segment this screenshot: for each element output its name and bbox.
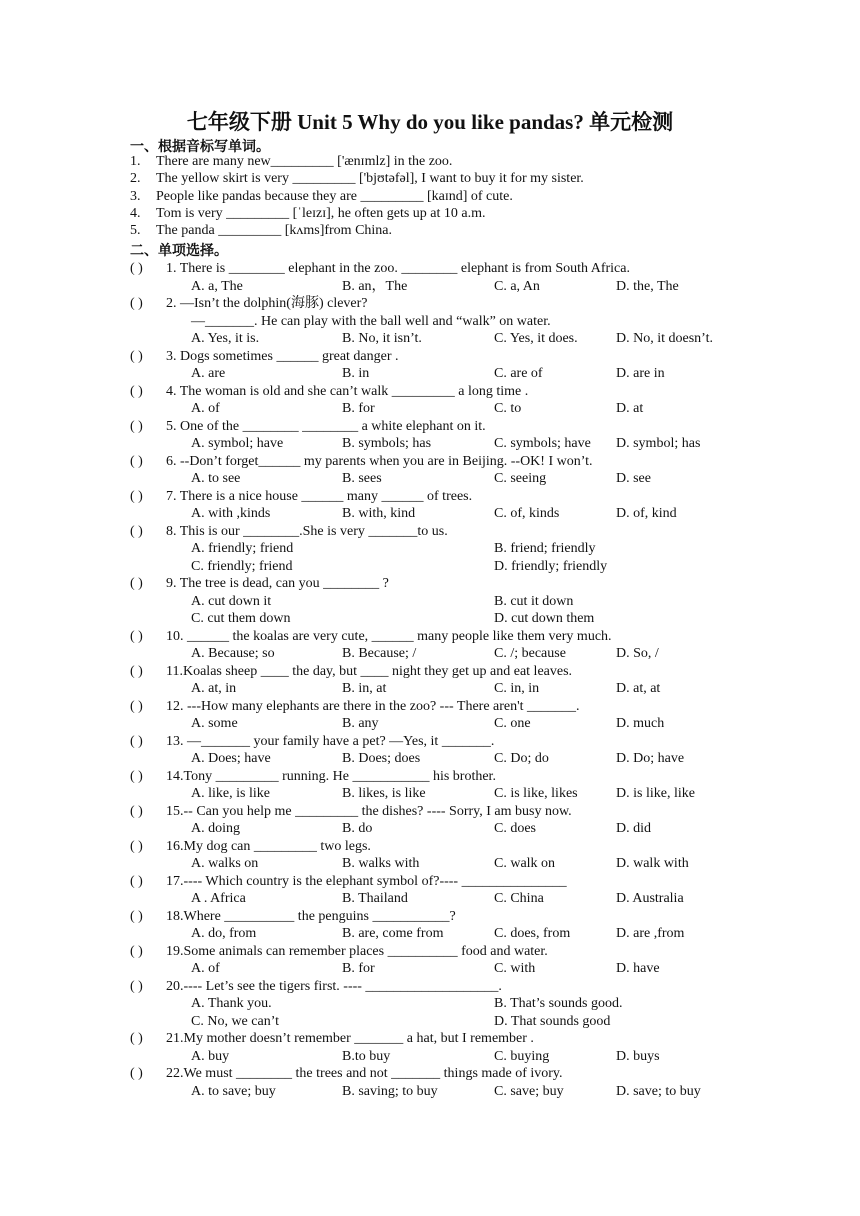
option-d: D. So, /: [616, 646, 659, 661]
option-c: C. does, from: [494, 926, 571, 941]
question-text: 1. There is ________ elephant in the zoo. ________ elephant is from South Africa.: [166, 261, 630, 276]
question-text: 3. Dogs sometimes ______ great danger .: [166, 348, 399, 364]
answer-blank: ( ): [130, 698, 143, 714]
option-b: B. any: [342, 716, 379, 731]
answer-blank: ( ): [130, 768, 143, 784]
question-text: 20.---- Let’s see the tigers first. ---- ___________________.: [166, 978, 502, 994]
option-c: C. China: [494, 891, 544, 906]
option-a: A. Does; have: [191, 751, 271, 766]
option-a: A. with ,kinds: [191, 506, 271, 521]
answer-blank: ( ): [130, 576, 143, 591]
option-b: B. an，The: [342, 278, 408, 294]
question-text: 17.---- Which country is the elephant symbol of?---- _______________: [166, 873, 567, 889]
option-b: B. sees: [342, 471, 382, 486]
option-a: A. of: [191, 401, 220, 416]
option-b: B. in: [342, 366, 370, 381]
option-a: A. of: [191, 961, 220, 976]
option-d: D. Australia: [616, 891, 684, 906]
option-c: C. to: [494, 401, 522, 416]
answer-blank: ( ): [130, 978, 143, 994]
option-c: C. friendly; friend: [191, 558, 293, 574]
answer-blank: ( ): [130, 418, 143, 434]
option-a: A. friendly; friend: [191, 541, 294, 556]
question-text: 11.Koalas sheep ____ the day, but ____ night they get up and eat leaves.: [166, 663, 573, 679]
question-text: 22.We must ________ the trees and not _______ things made of ivory.: [166, 1066, 563, 1081]
question-text: 12. ---How many elephants are there in the zoo? --- There aren't _______.: [166, 698, 580, 714]
option-d: D. friendly; friendly: [494, 558, 608, 574]
option-d: D. much: [616, 716, 665, 731]
option-c: C. are of: [494, 366, 543, 381]
item-text: People like pandas because they are _________ [kaɪnd] of cute.: [156, 189, 513, 204]
section-2-heading: 二、单项选择。: [130, 244, 228, 259]
option-a: A. at, in: [191, 681, 237, 696]
option-c: C. in, in: [494, 681, 540, 696]
option-c: C. with: [494, 961, 536, 976]
option-b: B. saving; to buy: [342, 1083, 438, 1099]
question-text: 2. —Isn’t the dolphin(海豚) clever?: [166, 296, 368, 311]
option-c: C. is like, likes: [494, 786, 578, 801]
question-text: 13. —_______ your family have a pet? —Yes, it _______.: [166, 733, 495, 749]
option-d: D. the, The: [616, 278, 679, 294]
option-c: C. does: [494, 821, 536, 836]
option-a: A. buy: [191, 1048, 230, 1064]
option-c: C. seeing: [494, 471, 547, 486]
question-text: 19.Some animals can remember places __________ food and water.: [166, 943, 548, 959]
section-1-heading: 一、根据音标写单词。: [130, 140, 270, 155]
option-a: A. walks on: [191, 856, 259, 871]
question-continuation: —_______. He can play with the ball well and “walk” on water.: [191, 313, 551, 329]
option-a: A. are: [191, 366, 226, 381]
option-c: C. cut them down: [191, 611, 291, 626]
option-c: C. one: [494, 716, 531, 731]
option-c: C. Do; do: [494, 751, 549, 766]
item-text: The yellow skirt is very _________ ['bjʊtəfəl], I want to buy it for my sister.: [156, 171, 584, 186]
option-c: C. of, kinds: [494, 506, 560, 521]
option-a: A. do, from: [191, 926, 257, 941]
option-d: D. is like, like: [616, 786, 695, 801]
option-a: A. Because; so: [191, 646, 275, 661]
option-b: B. likes, is like: [342, 786, 426, 801]
option-b: B. Because; /: [342, 646, 417, 661]
option-d: D. That sounds good: [494, 1013, 611, 1029]
item-text: Tom is very _________ [ˈleɪzɪ], he often gets up at 10 a.m.: [156, 206, 486, 221]
option-d: D. buys: [616, 1048, 660, 1064]
option-a: A. symbol; have: [191, 436, 284, 451]
option-a: A. some: [191, 716, 238, 731]
option-b: B. cut it down: [494, 593, 574, 609]
question-text: 4. The woman is old and she can’t walk _________ a long time .: [166, 383, 529, 399]
answer-blank: ( ): [130, 453, 143, 469]
option-d: D. of, kind: [616, 506, 677, 521]
option-a: A. to see: [191, 471, 241, 486]
option-a: A. doing: [191, 821, 240, 836]
item-number: 1.: [130, 154, 141, 169]
question-text: 18.Where __________ the penguins ___________?: [166, 908, 456, 924]
option-b: B. walks with: [342, 856, 420, 871]
option-a: A. a, The: [191, 278, 243, 294]
option-d: D. did: [616, 821, 651, 836]
option-c: C. No, we can’t: [191, 1013, 279, 1029]
item-number: 4.: [130, 206, 141, 221]
item-number: 2.: [130, 171, 141, 186]
option-b: B. are, come from: [342, 926, 444, 941]
option-c: C. a, An: [494, 278, 540, 294]
option-d: D. at: [616, 401, 644, 416]
answer-blank: ( ): [130, 663, 143, 679]
option-c: C. buying: [494, 1048, 550, 1064]
option-a: A. cut down it: [191, 593, 272, 609]
option-b: B. for: [342, 401, 375, 416]
answer-blank: ( ): [130, 1066, 143, 1081]
option-b: B. for: [342, 961, 375, 976]
answer-blank: ( ): [130, 943, 143, 959]
option-b: B. Does; does: [342, 751, 421, 766]
option-b: B. with, kind: [342, 506, 416, 521]
option-a: A. to save; buy: [191, 1083, 276, 1099]
option-d: D. No, it doesn’t.: [616, 331, 713, 346]
option-a: A. Thank you.: [191, 996, 272, 1011]
option-c: C. Yes, it does.: [494, 331, 578, 346]
option-d: D. walk with: [616, 856, 689, 871]
option-b: B. do: [342, 821, 373, 836]
page-title: 七年级下册 Unit 5 Why do you like pandas? 单元检测: [186, 110, 674, 134]
question-text: 9. The tree is dead, can you ________ ?: [166, 576, 389, 591]
option-b: B. That’s sounds good.: [494, 996, 623, 1011]
question-text: 5. One of the ________ ________ a white elephant on it.: [166, 418, 486, 434]
answer-blank: ( ): [130, 488, 143, 504]
answer-blank: ( ): [130, 261, 143, 276]
item-number: 3.: [130, 189, 141, 204]
answer-blank: ( ): [130, 1031, 143, 1046]
question-text: 15.-- Can you help me _________ the dishes? ---- Sorry, I am busy now.: [166, 803, 572, 819]
answer-blank: ( ): [130, 628, 143, 644]
question-text: 16.My dog can _________ two legs.: [166, 838, 371, 854]
option-b: B. Thailand: [342, 891, 408, 906]
question-text: 10. ______ the koalas are very cute, ______ many people like them very much.: [166, 628, 612, 644]
option-d: D. symbol; has: [616, 436, 701, 451]
option-d: D. at, at: [616, 681, 661, 696]
answer-blank: ( ): [130, 348, 143, 364]
option-a: A. like, is like: [191, 786, 270, 801]
option-c: C. symbols; have: [494, 436, 591, 451]
answer-blank: ( ): [130, 296, 143, 311]
item-text: There are many new_________ ['ænɪmlz] in the zoo.: [156, 154, 453, 169]
option-c: C. walk on: [494, 856, 556, 871]
option-b: B. friend; friendly: [494, 541, 596, 556]
answer-blank: ( ): [130, 873, 143, 889]
question-text: 6. --Don’t forget______ my parents when you are in Beijing. --OK! I won’t.: [166, 453, 593, 469]
option-b: B. in, at: [342, 681, 387, 696]
item-number: 5.: [130, 223, 141, 238]
option-d: D. cut down them: [494, 611, 595, 626]
option-b: B. symbols; has: [342, 436, 432, 451]
option-c: C. /; because: [494, 646, 566, 661]
option-a: A . Africa: [191, 891, 246, 906]
answer-blank: ( ): [130, 383, 143, 399]
question-text: 7. There is a nice house ______ many ______ of trees.: [166, 488, 473, 504]
option-d: D. Do; have: [616, 751, 685, 766]
answer-blank: ( ): [130, 908, 143, 924]
option-a: A. Yes, it is.: [191, 331, 260, 346]
answer-blank: ( ): [130, 803, 143, 819]
item-text: The panda _________ [kʌms]from China.: [156, 223, 393, 238]
answer-blank: ( ): [130, 838, 143, 854]
answer-blank: ( ): [130, 733, 143, 749]
option-b: B.to buy: [342, 1048, 391, 1064]
question-text: 8. This is our ________.She is very _______to us.: [166, 523, 448, 539]
answer-blank: ( ): [130, 523, 143, 539]
option-d: D. see: [616, 471, 651, 486]
question-text: 21.My mother doesn’t remember _______ a hat, but I remember .: [166, 1031, 534, 1046]
option-c: C. save; buy: [494, 1083, 564, 1099]
question-text: 14.Tony _________ running. He ___________ his brother.: [166, 768, 496, 784]
option-d: D. have: [616, 961, 660, 976]
option-b: B. No, it isn’t.: [342, 331, 422, 346]
option-d: D. save; to buy: [616, 1083, 701, 1099]
option-d: D. are in: [616, 366, 665, 381]
option-d: D. are ,from: [616, 926, 685, 941]
